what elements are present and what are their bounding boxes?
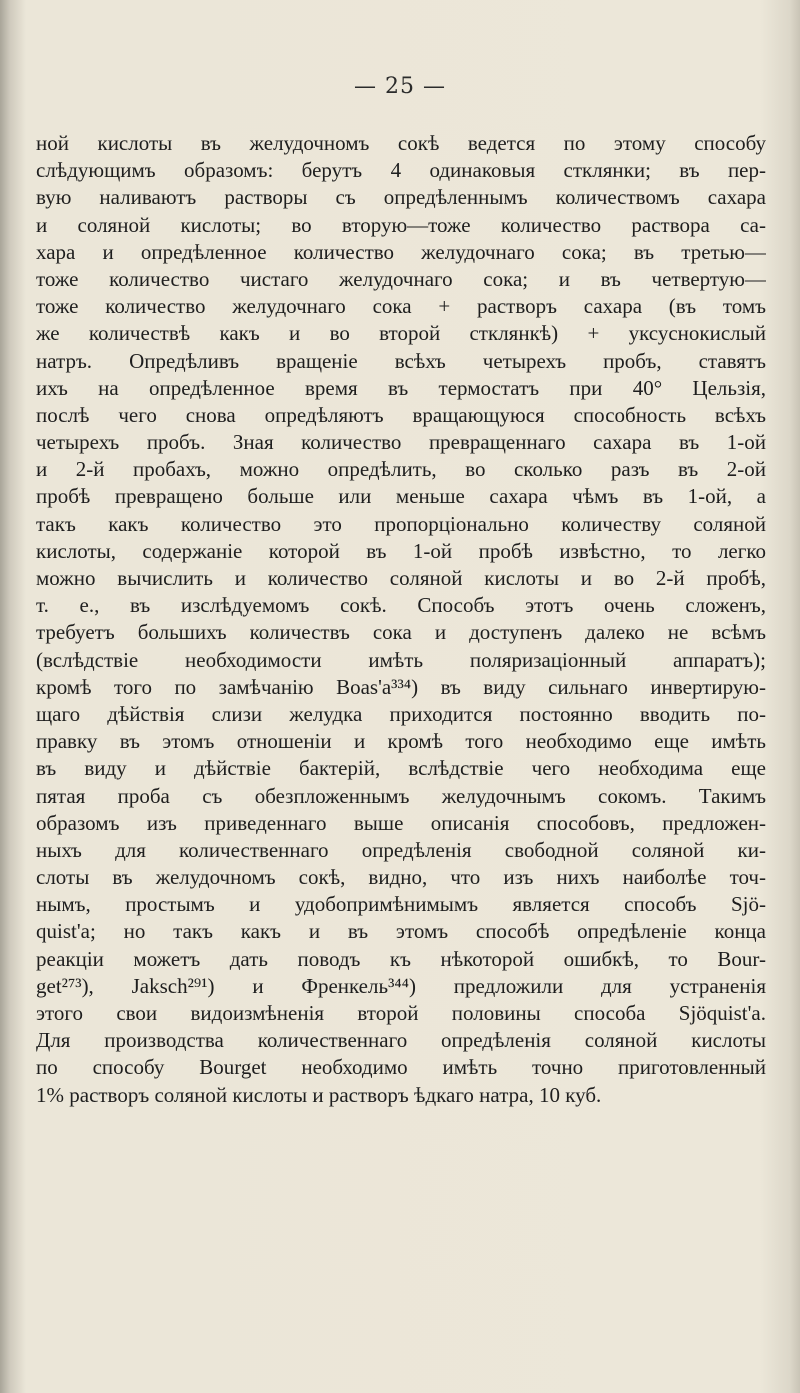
text-line: слѣдующимъ образомъ: берутъ 4 одинаковыя стклянки; въ пер- bbox=[36, 158, 766, 183]
text-line: по способу Bourget необходимо имѣть точно приготовленный bbox=[36, 1055, 766, 1080]
text-line: нымъ, простымъ и удобопримѣнимымъ является способъ Sjö- bbox=[36, 892, 766, 917]
page-number: — 25 — bbox=[354, 74, 446, 99]
text-line: въ виду и дѣйствіе бактерій, вслѣдствіе чего необходима еще bbox=[36, 756, 766, 781]
text-line: пятая проба съ обезпложеннымъ желудочнымъ сокомъ. Такимъ bbox=[36, 783, 766, 808]
text-line: ной кислоты въ желудочномъ сокѣ ведется по этому способу bbox=[36, 131, 766, 155]
text-line: и соляной кислоты; во вторую—тоже количество раствора са- bbox=[36, 212, 766, 237]
text-line: реакціи можетъ дать поводъ къ нѣкоторой ошибкѣ, то Bour- bbox=[36, 946, 766, 971]
text-line: щаго дѣйствія слизи желудка приходится постоянно вводить по- bbox=[36, 701, 766, 726]
text-line: слоты въ желудочномъ сокѣ, видно, что изъ нихъ наиболѣе точ- bbox=[36, 865, 766, 890]
text-line: пробѣ превращено больше или меньше сахара чѣмъ въ 1-ой, а bbox=[36, 484, 766, 509]
text-line: ихъ на опредѣленное время въ термостатъ при 40° Цельзія, bbox=[36, 375, 766, 400]
text-line: же количествѣ какъ и во второй стклянкѣ) + уксуснокислый bbox=[36, 321, 766, 346]
text-line: 1% растворъ соляной кислоты и растворъ ѣдкаго натра, 10 куб. bbox=[36, 1082, 602, 1107]
text-line: послѣ чего снова опредѣляютъ вращающуюся способность всѣхъ bbox=[36, 402, 766, 427]
text-line: тоже количество чистаго желудочнаго сока; и въ четвертую— bbox=[36, 266, 766, 291]
text-line: и 2-й пробахъ, можно опредѣлить, во сколько разъ въ 2-ой bbox=[36, 457, 766, 482]
text-line: правку въ этомъ отношеніи и кромѣ того необходимо еще имѣть bbox=[36, 729, 766, 754]
text-line: кромѣ того по замѣчанію Boas'а³³⁴) въ виду сильнаго инвертирую- bbox=[36, 674, 766, 699]
text-line: такъ какъ количество это пропорціонально количеству соляной bbox=[36, 511, 766, 536]
text-line: тоже количество желудочнаго сока + растворъ сахара (въ томъ bbox=[36, 294, 766, 319]
text-line: кислоты, содержаніе которой въ 1-ой пробѣ извѣстно, то легко bbox=[36, 538, 766, 563]
text-line: хара и опредѣленное количество желудочнаго сока; въ третью— bbox=[36, 239, 766, 264]
text-line: образомъ изъ приведеннаго выше описанія способовъ, предложен- bbox=[36, 810, 766, 835]
text-line: вую наливаютъ растворы съ опредѣленнымъ количествомъ сахара bbox=[36, 185, 766, 210]
text-line: get²⁷³), Jaksch²⁹¹) и Френкель³⁴⁴) предложили для устраненія bbox=[36, 973, 766, 998]
text-line: ныхъ для количественнаго опредѣленія свободной соляной ки- bbox=[36, 837, 766, 862]
text-line: этого свои видоизмѣненія второй половины способа Sjöquist'а. bbox=[36, 1001, 766, 1025]
body-text bbox=[36, 130, 766, 1109]
text-line: (вслѣдствіе необходимости имѣть поляризаціонный аппаратъ); bbox=[36, 647, 766, 672]
text-line: quist'а; но такъ какъ и въ этомъ способѣ опредѣленіе конца bbox=[36, 919, 766, 944]
text-line: т. е., въ изслѣдуемомъ сокѣ. Способъ этотъ очень сложенъ, bbox=[36, 593, 766, 618]
text-line: четырехъ пробъ. Зная количество превращеннаго сахара въ 1-ой bbox=[36, 430, 766, 455]
text-line: Для производства количественнаго опредѣленія соляной кислоты bbox=[36, 1028, 766, 1053]
text-line: можно вычислить и количество соляной кислоты и во 2-й пробѣ, bbox=[36, 566, 766, 590]
text-line: натръ. Опредѣливъ вращеніе всѣхъ четырехъ пробъ, ставятъ bbox=[36, 348, 766, 373]
text-line: требуетъ большихъ количествъ сока и доступенъ далеко не всѣмъ bbox=[36, 620, 766, 645]
